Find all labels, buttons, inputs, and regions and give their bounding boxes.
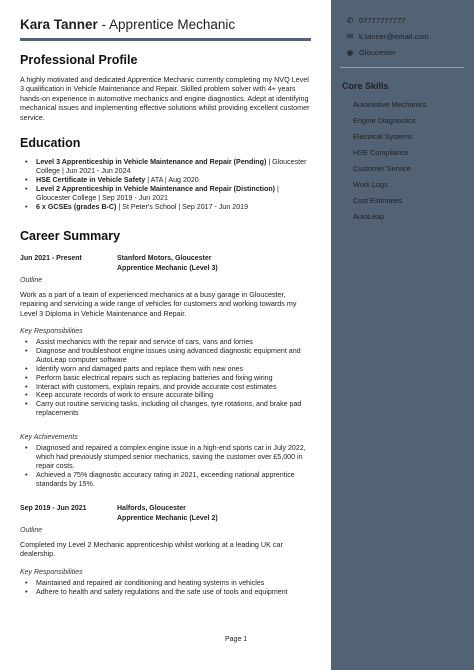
phone-icon: ✆ [346, 16, 354, 25]
list-item: • Perform basic electrical repairs such as replacing batteries and fixing wiring [20, 374, 311, 383]
outline-label: Outline [20, 277, 43, 284]
page-number: Page 1 [225, 636, 248, 643]
header-separator: - [97, 17, 110, 32]
achievements-list [20, 444, 311, 489]
list-item: • Interact with customers, explain repairs, and provide accurate cost estimates [20, 383, 311, 392]
list-item: • Achieved a 75% diagnostic accuracy rating in 2021, exceeding national apprentice standards by 15%. [20, 471, 311, 489]
list-item: • Identify worn and damaged parts and replace them with new ones [20, 365, 311, 374]
responsibilities-label: Key Responsibilities [20, 569, 83, 576]
profile-text: A highly motivated and dedicated Apprentice Mechanic currently completing my NVQ Level 3 qualification in Vehicle Maintenance and Repair. Skilled problem solver with 4+ years hands-on experience in automotive mechanics and engine diagnostics. Adept at identifying mechanical issues and implementing effective solutions whilst providing excellent customer service. [20, 75, 310, 122]
job-employer: Halfords, Gloucester [117, 505, 186, 512]
job-employer: Stanford Motors, Gloucester [117, 255, 212, 262]
education-item: • Level 3 Apprenticeship in Vehicle Maintenance and Repair (Pending) | Gloucester College | Jun 2021 - Jun 2024 [20, 158, 311, 176]
list-item: • Keep accurate records of work to ensure accurate billing [20, 391, 311, 400]
responsibilities-label: Key Responsibilities [20, 328, 83, 335]
list-item: • Adhere to health and safety regulations and the safe use of tools and equipment [20, 588, 311, 597]
job-title: Apprentice Mechanic (Level 3) [117, 265, 218, 272]
list-item: • Maintained and repaired air conditioning and heating systems in vehicles [20, 579, 311, 588]
responsibilities-list [20, 338, 311, 418]
list-item: • Diagnose and troubleshoot engine issues using advanced diagnostic equipment and AutoLeap computer software [20, 347, 311, 365]
list-item: • Carry out routine servicing tasks, including oil changes, tyre rotations, and brake pad replacements [20, 400, 311, 418]
education-list [20, 158, 311, 211]
job-dates: Jun 2021 - Present [20, 255, 82, 262]
list-item: • Diagnosed and repaired a complex engine issue in a high-end sports car in July 2022, which had previously stumped senior mechanics, saving the customer over £5,000 in repair costs. [20, 444, 311, 471]
skill-item: Work Logs [353, 180, 388, 189]
list-item: • Assist mechanics with the repair and service of cars, vans and lorries [20, 338, 311, 347]
contact-email[interactable]: ✉ k.tanner@email.com [346, 32, 429, 41]
skill-item: AutoLeap [353, 212, 385, 221]
job-dates: Sep 2019 - Jun 2021 [20, 505, 87, 512]
skill-item: HSE Compliance [353, 148, 409, 157]
candidate-name: Kara Tanner [20, 17, 98, 32]
sidebar-divider [340, 67, 464, 68]
achievements-label: Key Achievements [20, 434, 78, 441]
education-item: • 6 x GCSEs (grades B-C) | St Peter's School | Sep 2017 - Jun 2019 [20, 203, 311, 212]
education-item: • HSE Certificate in Vehicle Safety | ATA | Aug 2020 [20, 176, 311, 185]
candidate-role: Apprentice Mechanic [109, 17, 236, 32]
job-outline: Completed my Level 2 Mechanic apprenticeship whilst working at a leading UK car dealership. [20, 540, 283, 559]
skill-item: Automotive Mechanics [353, 100, 427, 109]
education-item: • Level 2 Apprenticeship in Vehicle Maintenance and Repair (Distinction) | Gloucester College | Sep 2019 - Jun 2021 [20, 185, 311, 203]
skill-item: Cost Estimates [353, 196, 403, 205]
resume-header [20, 16, 311, 34]
location-icon: ◉ [346, 48, 354, 57]
skill-item: Engine Diagnostics [353, 116, 416, 125]
job-title: Apprentice Mechanic (Level 2) [117, 515, 218, 522]
skill-item: Electrical Systems [353, 132, 413, 141]
responsibilities-list [20, 579, 311, 597]
header-rule [20, 38, 311, 41]
contact-location: ◉ Gloucester [346, 48, 396, 57]
skills-heading: Core Skills [342, 81, 389, 91]
skill-item: Customer Service [353, 164, 411, 173]
email-icon: ✉ [346, 32, 354, 41]
job-outline: Work as a part of a team of experienced mechanics at a busy garage in Gloucester, repairing and servicing a wide range of vehicles for customers and working towards my Level 3 Diploma in Vehicle Maintenance and Repair. [20, 290, 297, 318]
education-heading: Education [20, 136, 81, 150]
contact-phone: ✆ 07777777777 [346, 16, 406, 25]
profile-heading: Professional Profile [20, 53, 138, 67]
outline-label: Outline [20, 527, 43, 534]
career-heading: Career Summary [20, 229, 121, 243]
